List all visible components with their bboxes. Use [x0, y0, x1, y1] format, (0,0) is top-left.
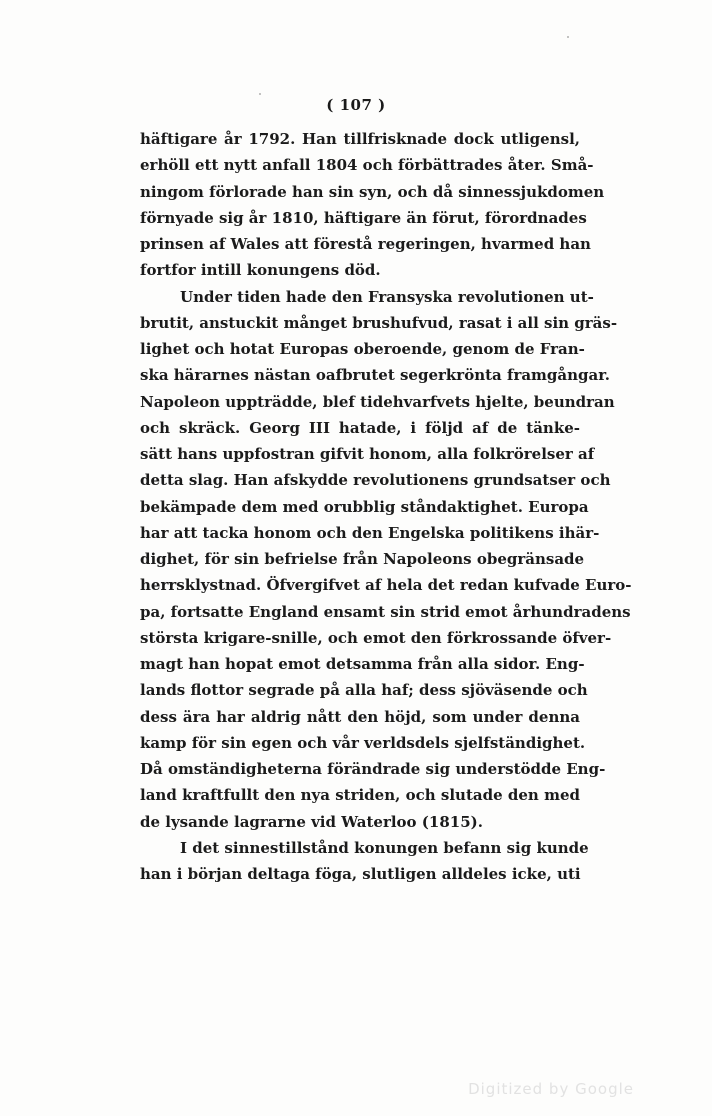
text-line: pa, fortsatte England ensamt sin strid emot århundradens: [140, 602, 631, 621]
digitized-watermark: Digitized by Google: [468, 1080, 634, 1098]
text-line: har att tacka honom och den Engelska politikens ihär-: [140, 523, 600, 542]
text-line: sätt hans uppfostran gifvit honom, alla folkrörelser af: [140, 445, 595, 463]
text-line: bekämpade dem med orubblig ståndaktighet. Europa: [140, 497, 589, 516]
text-line: dess ära har aldrig nått den höjd, som under denna: [140, 707, 580, 726]
paper-speck: [259, 93, 261, 95]
text-line: han i början deltaga föga, slutligen alldeles icke, uti: [140, 865, 581, 883]
page-number: ( 107 ): [326, 96, 386, 114]
text-line: största krigare-snille, och emot den förkrossande öfver-: [140, 628, 612, 647]
text-line: I det sinnestillstånd konungen befann sig kunde: [180, 838, 589, 857]
text-line: prinsen af Wales att förestå regeringen, hvarmed han: [140, 235, 591, 253]
text-line: de lysande lagrarne vid Waterloo (1815).: [140, 812, 483, 831]
text-line: kamp för sin egen och vår verldsdels sjelfständighet.: [140, 733, 586, 752]
text-line: lands flottor segrade på alla haf; dess sjöväsende och: [140, 681, 588, 700]
text-line: ningom förlorade han sin syn, och då sinnessjukdomen: [140, 182, 605, 201]
text-line: lighet och hotat Europas oberoende, genom de Fran-: [140, 340, 585, 358]
text-line: Napoleon uppträdde, blef tidehvarfvets hjelte, beundran: [140, 392, 615, 411]
paper-speck: [567, 36, 569, 38]
text-line: Då omständigheterna förändrade sig understödde Eng-: [140, 760, 606, 778]
text-line: ska härarnes nästan oafbrutet segerkrönta framgångar.: [140, 366, 611, 385]
text-line: häftigare år 1792. Han tillfrisknade dock utligensl,: [140, 130, 580, 148]
body-text: [140, 126, 632, 887]
text-line: erhöll ett nytt anfall 1804 och förbättrades åter. Små-: [140, 156, 594, 175]
text-line: herrsklystnad. Öfvergifvet af hela det redan kufvade Euro-: [140, 576, 632, 595]
text-line: fortfor intill konungens död.: [140, 261, 381, 280]
text-line: magt han hopat emot detsamma från alla sidor. Eng-: [140, 655, 585, 673]
text-line: detta slag. Han afskydde revolutionens grundsatser och: [140, 471, 611, 490]
text-line: förnyade sig år 1810, häftigare än förut, förordnades: [140, 208, 587, 227]
text-line: och skräck. Georg III hatade, i följd af de tänke-: [140, 418, 580, 437]
text-line: brutit, anstuckit månget brushufvud, rasat i all sin gräs-: [140, 313, 618, 332]
text-line: Under tiden hade den Fransyska revolutionen ut-: [180, 287, 594, 306]
text-line: land kraftfullt den nya striden, och slutade den med: [140, 786, 580, 805]
text-line: dighet, för sin befrielse från Napoleons obegränsade: [140, 550, 585, 568]
